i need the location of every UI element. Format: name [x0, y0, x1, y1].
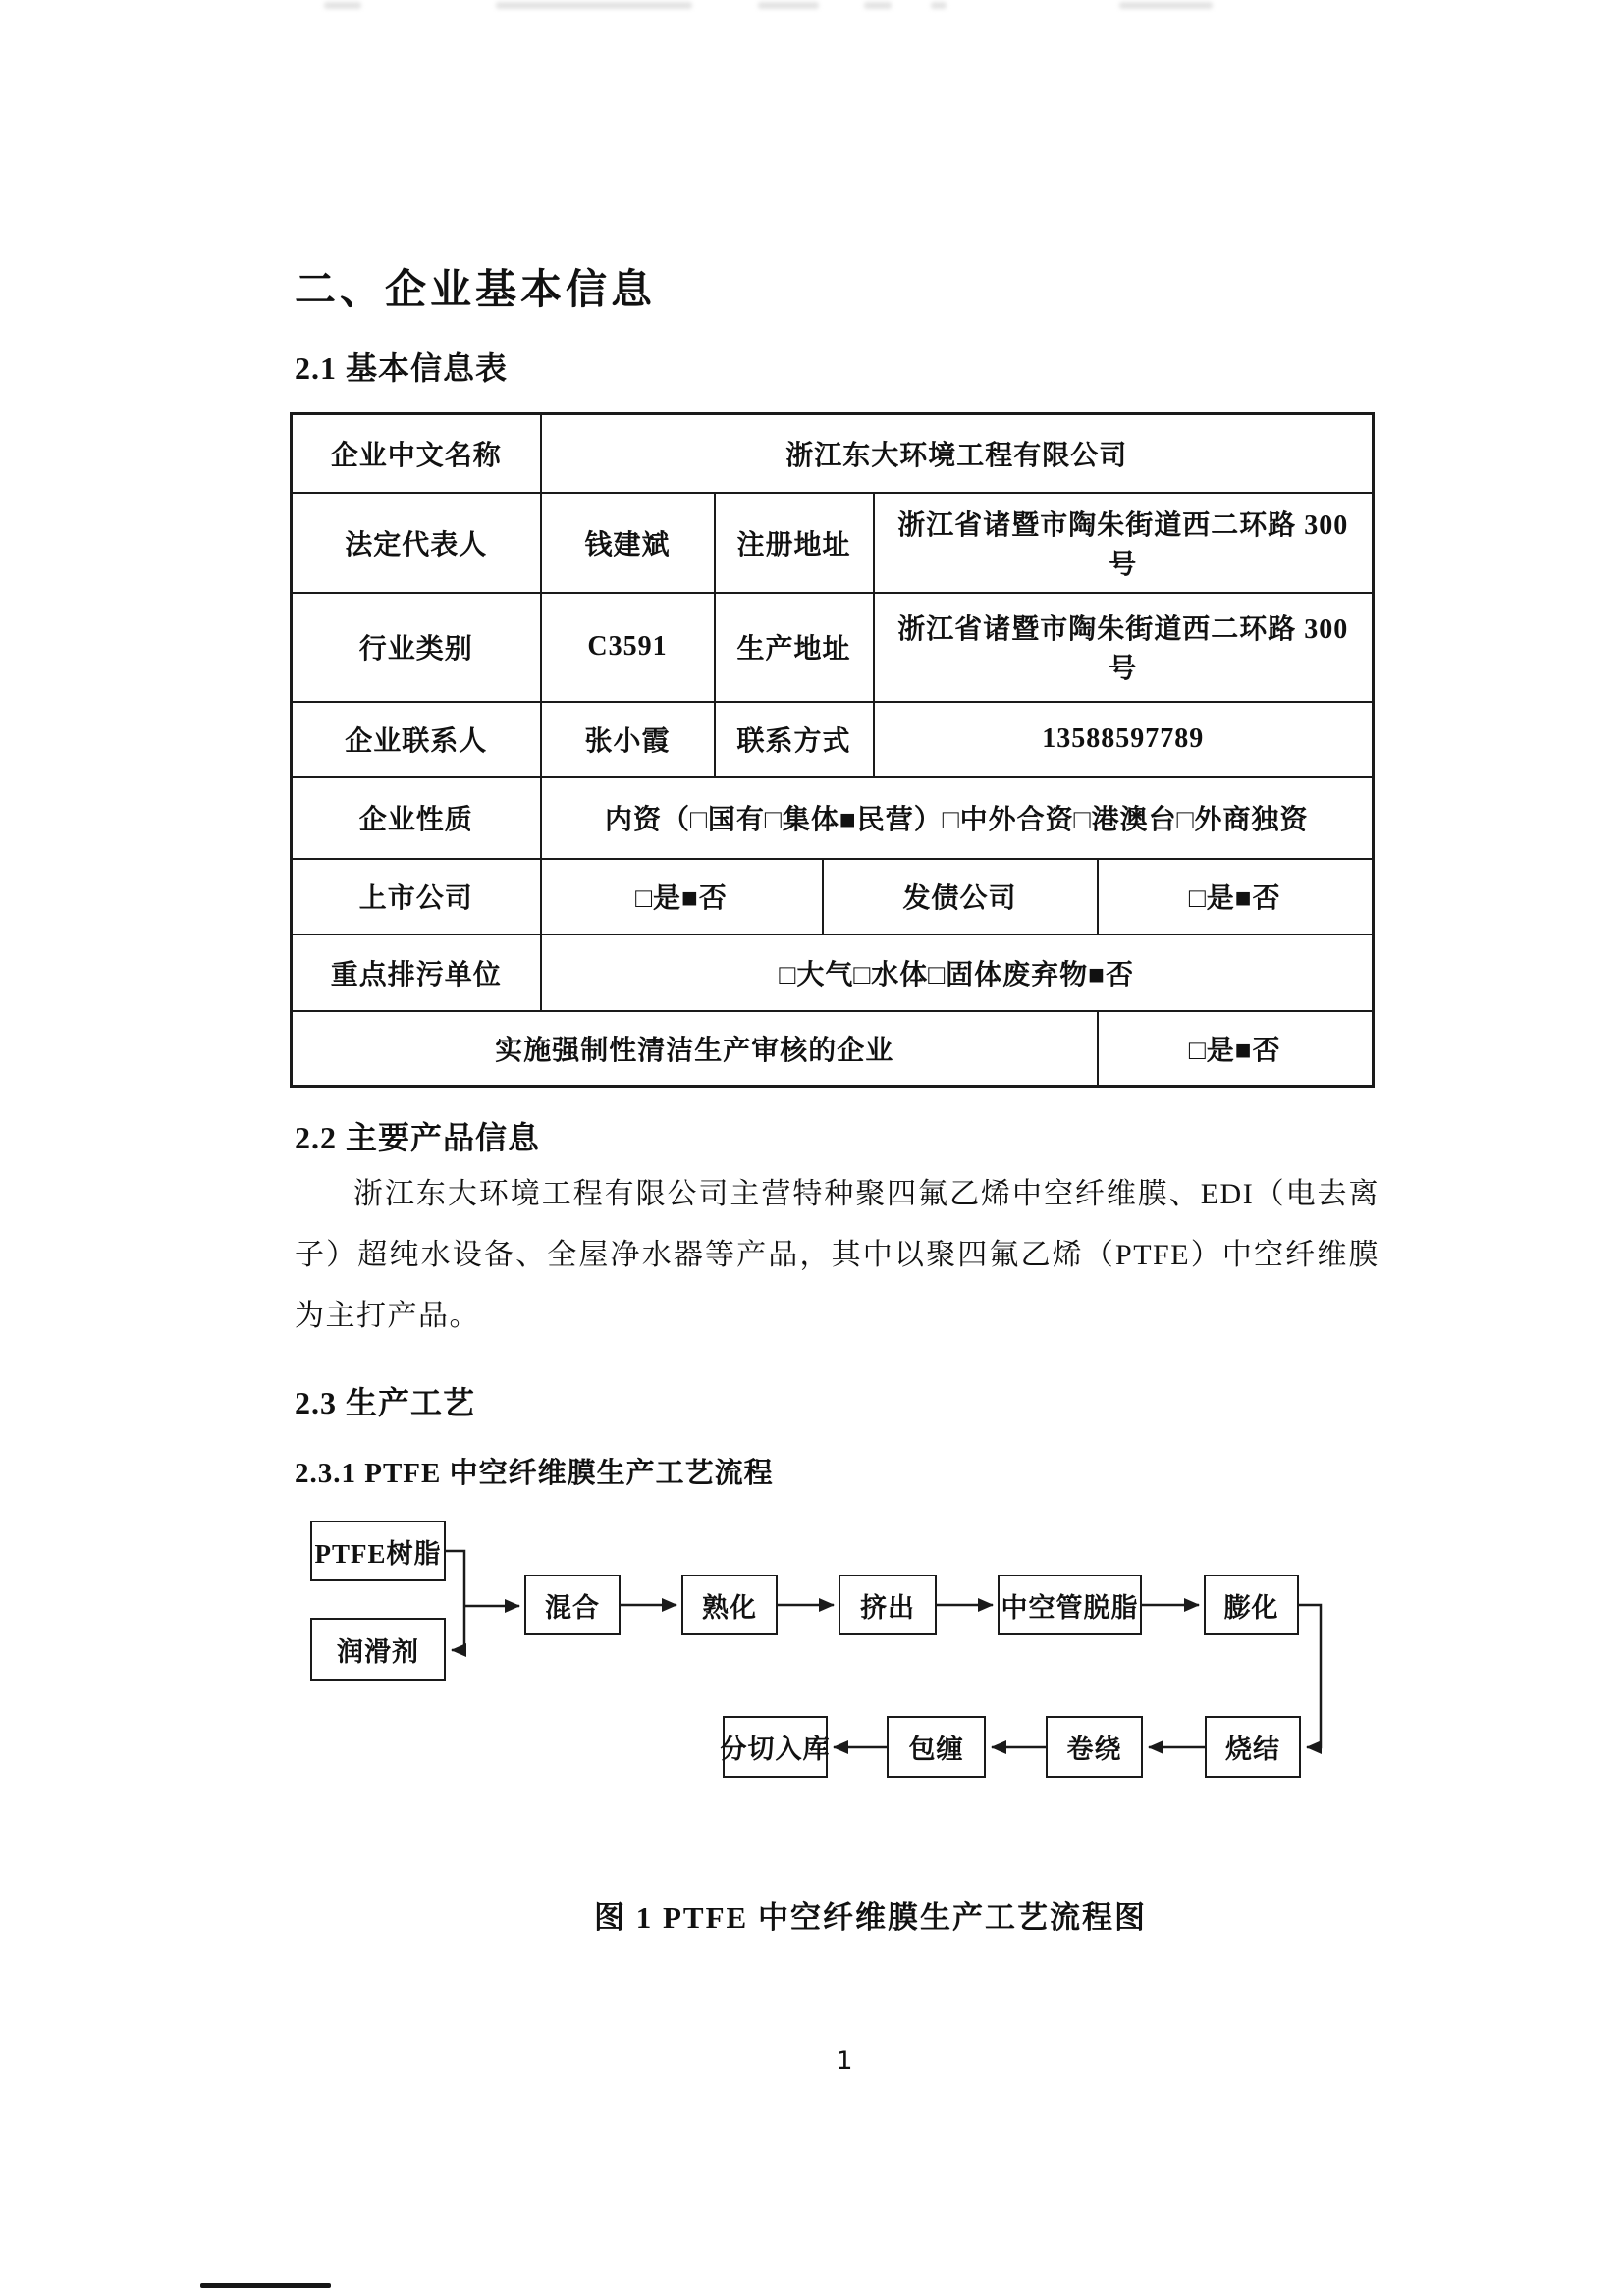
listed-label: 上市公司: [292, 859, 541, 934]
table-row: [292, 493, 1374, 593]
page-number: 1: [836, 2046, 853, 2076]
scan-artifact: [758, 2, 819, 9]
flow-node-sintering: 烧结: [1205, 1716, 1301, 1778]
reg-address-value: 浙江省诸暨市陶朱街道西二环路 300 号: [874, 493, 1374, 593]
table-row: [292, 934, 1374, 1011]
heading-process: 2.3 生产工艺: [295, 1385, 476, 1420]
cleaner-value: □是■否: [1098, 1011, 1374, 1087]
page-title: 二、企业基本信息: [295, 268, 657, 313]
flow-node-degreasing: 中空管脱脂: [998, 1575, 1142, 1635]
legal-rep-label: 法定代表人: [292, 493, 541, 593]
contact-label: 企业联系人: [292, 702, 541, 777]
listed-value: □是■否: [541, 859, 823, 934]
flow-node-mixing: 混合: [524, 1575, 621, 1635]
flow-node-extrusion: 挤出: [839, 1575, 937, 1635]
flow-node-wrapping: 包缠: [887, 1716, 986, 1778]
prod-address-value: 浙江省诸暨市陶朱街道西二环路 300 号: [874, 593, 1374, 702]
heading-products: 2.2 主要产品信息: [295, 1120, 541, 1155]
industry-value: C3591: [541, 593, 715, 702]
prod-address-label: 生产地址: [715, 593, 874, 702]
flow-node-winding: 卷绕: [1046, 1716, 1143, 1778]
flow-node-expansion: 膨化: [1204, 1575, 1299, 1635]
table-row: [292, 414, 1374, 493]
scan-artifact: [496, 2, 692, 9]
company-name-label: 企业中文名称: [292, 414, 541, 493]
process-flowchart: [0, 1512, 1623, 1826]
table-row: [292, 702, 1374, 777]
scan-artifact-bar: [200, 2283, 331, 2288]
table-row: [292, 859, 1374, 934]
phone-value: 13588597789: [874, 702, 1374, 777]
scan-artifact: [931, 2, 947, 9]
legal-rep-value: 钱建斌: [541, 493, 715, 593]
pollutant-label: 重点排污单位: [292, 934, 541, 1011]
contact-value: 张小霞: [541, 702, 715, 777]
nature-value: 内资（□国有□集体■民营）□中外合资□港澳台□外商独资: [541, 777, 1374, 859]
scan-artifact: [324, 2, 361, 9]
figure-caption: 图 1 PTFE 中空纤维膜生产工艺流程图: [594, 1900, 1147, 1935]
subheading-ptfe-process: 2.3.1 PTFE 中空纤维膜生产工艺流程: [295, 1458, 774, 1489]
flow-node-lubricant: 润滑剂: [310, 1618, 446, 1681]
flow-node-slitting: 分切入库: [723, 1716, 828, 1778]
flow-node-ptfe-resin: PTFE树脂: [310, 1521, 446, 1581]
table-row: [292, 593, 1374, 702]
company-name-value: 浙江东大环境工程有限公司: [541, 414, 1374, 493]
table-row: [292, 777, 1374, 859]
phone-label: 联系方式: [715, 702, 874, 777]
reg-address-label: 注册地址: [715, 493, 874, 593]
heading-basic-info: 2.1 基本信息表: [295, 350, 509, 386]
basic-info-table: [290, 412, 1375, 1088]
scan-artifact: [1119, 2, 1213, 9]
flowchart-connectors: [0, 1512, 1623, 1826]
cleaner-label: 实施强制性清洁生产审核的企业: [292, 1011, 1098, 1087]
pollutant-value: □大气□水体□固体废弃物■否: [541, 934, 1374, 1011]
products-paragraph: 浙江东大环境工程有限公司主营特种聚四氟乙烯中空纤维膜、EDI（电去离子）超纯水设备、全屋净水器等产品，其中以聚四氟乙烯（PTFE）中空纤维膜为主打产品。: [295, 1178, 1380, 1332]
scan-artifact: [864, 2, 892, 9]
flow-node-curing: 熟化: [681, 1575, 778, 1635]
industry-label: 行业类别: [292, 593, 541, 702]
arrow-expansion-sintering: [1299, 1605, 1321, 1747]
bond-value: □是■否: [1098, 859, 1374, 934]
nature-label: 企业性质: [292, 777, 541, 859]
bond-label: 发债公司: [823, 859, 1098, 934]
arrow-inputs-bracket: [446, 1551, 464, 1650]
table-row: [292, 1011, 1374, 1087]
